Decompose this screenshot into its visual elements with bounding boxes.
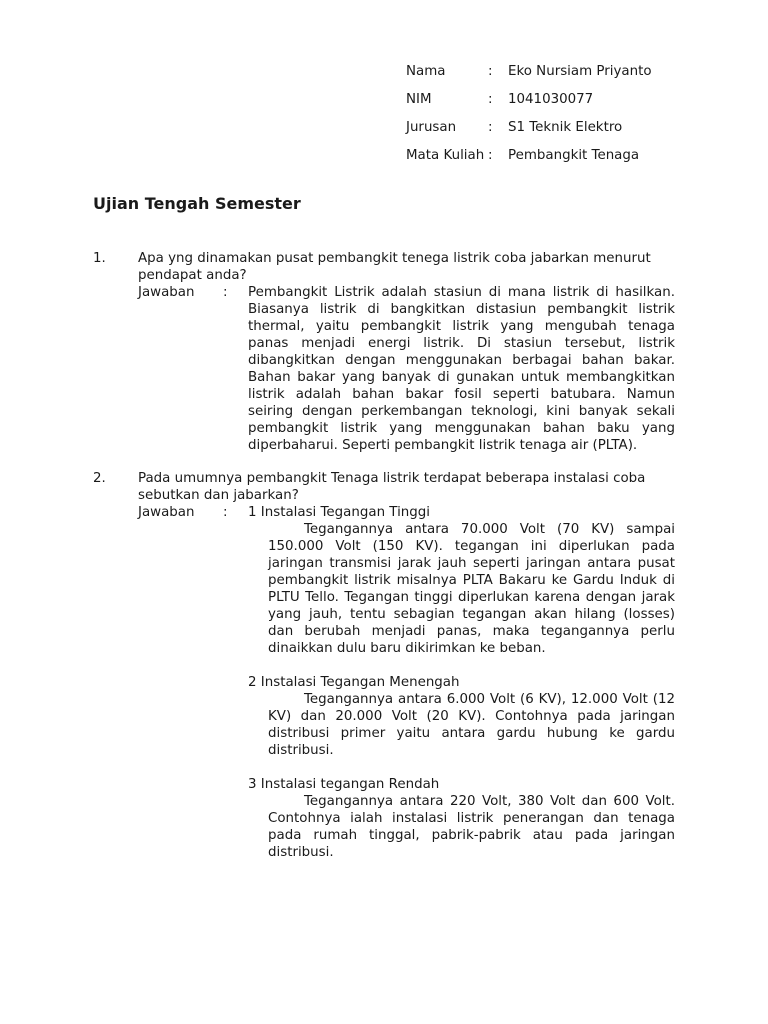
question-number: 2.	[93, 471, 106, 486]
answer-row	[138, 284, 675, 454]
identity-colon: :	[488, 120, 493, 135]
question-header	[93, 470, 675, 504]
identity-colon: :	[488, 64, 493, 79]
installation-item-low-voltage	[248, 776, 675, 861]
question-text: Pada umumnya pembangkit Tenaga listrik terdapat beberapa instalasi coba sebutkan dan jabarkan?	[138, 471, 646, 503]
identity-value: S1 Teknik Elektro	[508, 120, 623, 135]
identity-value: 1041030077	[508, 92, 594, 107]
installation-title: 1 Instalasi Tegangan Tinggi	[248, 505, 431, 520]
installation-item-medium-voltage	[248, 674, 675, 759]
installation-description: Tegangannya antara 70.000 Volt (70 KV) sampai 150.000 Volt (150 KV). tegangan ini diperlukan pada jaringan transmisi jarak jauh seperti jaringan antara pusat pembangkit listrik misalnya PLTA Bakaru ke Gardu Induk di PLTU Tello. Tegangan tinggi diperlukan karena dengan jarak yang jauh, tentu sebagian tegangan akan hilang (losses) dan berubah menjadi panas, maka tegangannya perlu dinaikkan dulu baru dikirimkan ke beban.	[268, 522, 675, 656]
identity-row-name	[406, 63, 652, 91]
identity-row-nim	[406, 91, 652, 119]
identity-row-mata-kuliah	[406, 147, 652, 175]
answer-label: Jawaban	[138, 285, 195, 300]
question-header	[93, 250, 675, 284]
answer-colon: :	[223, 505, 228, 520]
identity-label: Nama	[406, 64, 446, 79]
identity-colon: :	[488, 148, 493, 163]
identity-block	[406, 63, 652, 175]
question-text: Apa yng dinamakan pusat pembangkit tenega listrik coba jabarkan menurut pendapat anda?	[138, 251, 651, 283]
installation-title: 2 Instalasi Tegangan Menengah	[248, 675, 460, 690]
installation-description: Tegangannya antara 220 Volt, 380 Volt dan 600 Volt. Contohnya ialah instalasi listrik penerangan dan tenaga pada rumah tinggal, pabrik-pabrik atau pada jaringan distribusi.	[268, 794, 675, 860]
installation-description: Tegangannya antara 6.000 Volt (6 KV), 12.000 Volt (12 KV) dan 20.000 Volt (20 KV). Contohnya pada jaringan distribusi primer yaitu antara gardu hubung ke gardu distribusi.	[268, 692, 675, 758]
question-number: 1.	[93, 251, 106, 266]
installation-item-high-voltage	[248, 504, 675, 657]
identity-row-jurusan	[406, 119, 652, 147]
answer-label: Jawaban	[138, 505, 195, 520]
identity-label: Mata Kuliah	[406, 148, 485, 163]
installation-title: 3 Instalasi tegangan Rendah	[248, 777, 440, 792]
identity-colon: :	[488, 92, 493, 107]
identity-label: Jurusan	[406, 120, 457, 135]
question-1	[93, 250, 675, 454]
question-2	[93, 470, 675, 861]
document-title: Ujian Tengah Semester	[93, 194, 301, 213]
answer-row	[138, 504, 675, 861]
identity-label: NIM	[406, 92, 432, 107]
identity-value: Eko Nursiam Priyanto	[508, 64, 652, 79]
identity-value: Pembangkit Tenaga	[508, 148, 640, 163]
answer-colon: :	[223, 285, 228, 300]
answer-items	[248, 504, 675, 861]
answer-text: Pembangkit Listrik adalah stasiun di mana listrik di hasilkan. Biasanya listrik di bangkitkan distasiun pembangkit listrik thermal, yaitu pembangkit listrik yang mengubah tenaga panas menjadi energi listrik. Di stasiun tersebut, listrik dibangkitkan dengan menggunakan berbagai bahan bakar. Bahan bakar yang banyak di gunakan untuk membangkitkan listrik adalah bahan bakar fosil seperti batubara. Namun seiring dengan perkembangan teknologi, kini banyak sekali pembangkit listrik yang menggunakan bahan baku yang diperbaharui. Seperti pembangkit listrik tenaga air (PLTA).	[248, 285, 675, 453]
